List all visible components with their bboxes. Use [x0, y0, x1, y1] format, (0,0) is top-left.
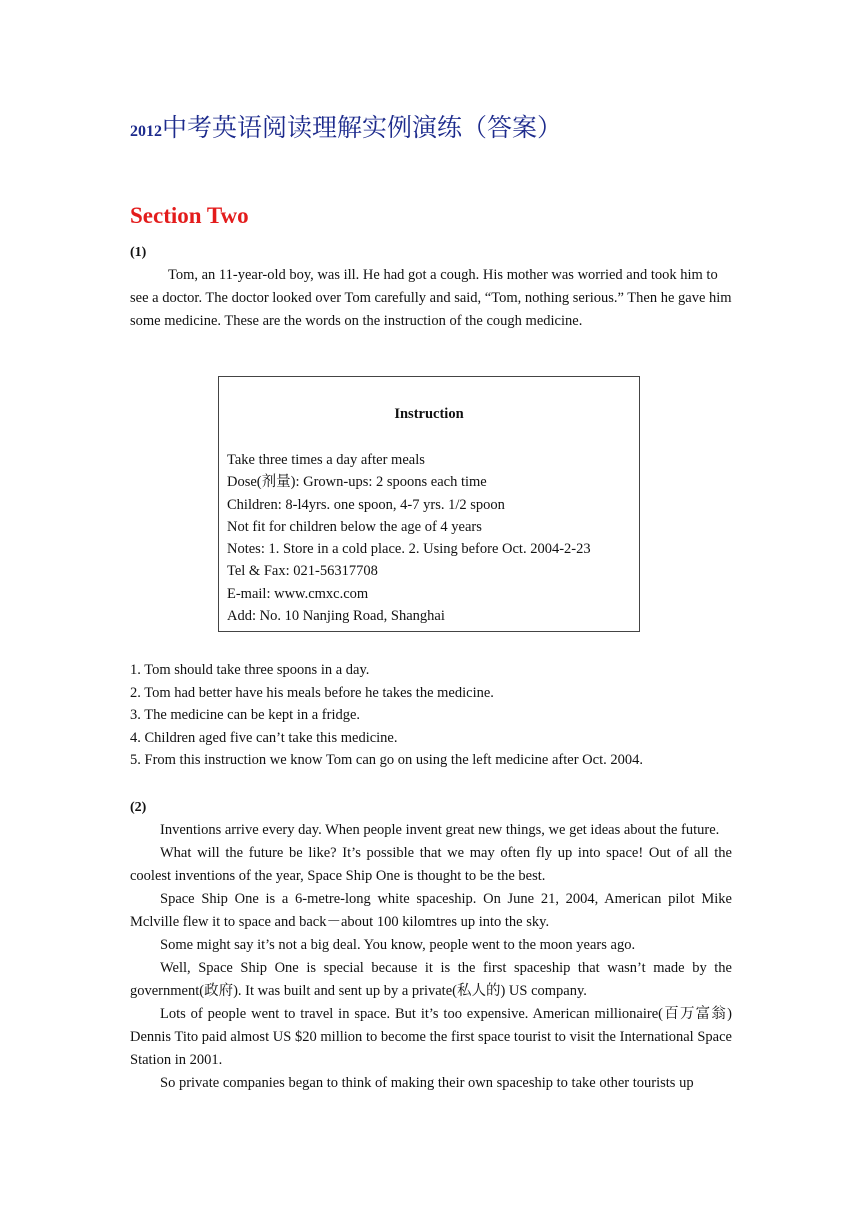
- instruction-line: Take three times a day after meals: [227, 452, 425, 468]
- title-year: 2012: [130, 123, 162, 140]
- part2-paragraph: Some might say it’s not a big deal. You know, people went to the moon years ago.: [160, 937, 636, 953]
- instruction-line: Dose(剂量): Grown-ups: 2 spoons each time: [227, 474, 487, 491]
- instruction-line: Add: No. 10 Nanjing Road, Shanghai: [227, 608, 445, 625]
- part1-paragraph: Tom, an 11-year-old boy, was ill. He had got a cough. His mother was worried and took him to see a doctor. The doctor looked over Tom carefully and said, “Tom, nothing serious.” Then he gave him some medicine. These are the words on the instruction of the cough medicine.: [130, 267, 732, 329]
- instruction-line: Not fit for children below the age of 4 years: [227, 518, 482, 535]
- instruction-line: Children: 8-l4yrs. one spoon, 4-7 yrs. 1/2 spoon: [227, 496, 505, 513]
- instruction-title: Instruction: [394, 406, 464, 422]
- part2-paragraph: What will the future be like? It’s possible that we may often fly up into space! Out of all the coolest inventions of the year, Space Ship One is thought to be the best.: [130, 845, 732, 884]
- part2-paragraph: Space Ship One is a 6-metre-long white spaceship. On June 21, 2004, American pilot Mike Mclville flew it to space and back－about 100 kilomtres up into the sky.: [130, 891, 732, 930]
- part2-label: (2): [130, 800, 147, 815]
- part2-paragraph: Lots of people went to travel in space. But it’s too expensive. American millionaire(百万富翁) Dennis Tito paid almost US $20 million to become the first space tourist to visit the International Space Station in 2001.: [130, 1006, 732, 1068]
- title-text: 中考英语阅读理解实例演练（答案）: [162, 113, 563, 142]
- part2-passage: [130, 819, 732, 1095]
- question-item: 5. From this instruction we know Tom can go on using the left medicine after Oct. 2004.: [130, 752, 643, 769]
- instruction-lines: [227, 449, 591, 627]
- document-title: [130, 108, 562, 144]
- part1-label: (1): [130, 245, 147, 260]
- part2-paragraph: So private companies began to think of making their own spaceship to take other tourists up: [160, 1075, 694, 1091]
- instruction-box: [218, 376, 640, 632]
- question-item: 2. Tom had better have his meals before he takes the medicine.: [130, 684, 494, 701]
- instruction-line: E-mail: www.cmxc.com: [227, 585, 369, 602]
- question-item: 4. Children aged five can’t take this medicine.: [130, 729, 398, 746]
- question-item: 3. The medicine can be kept in a fridge.: [130, 707, 361, 724]
- part2-paragraph: Well, Space Ship One is special because it is the first spaceship that wasn’t made by the government(政府). It was built and sent up by a private(私人的) US company.: [130, 960, 732, 999]
- question-item: 1. Tom should take three spoons in a day.: [130, 662, 370, 678]
- instruction-line: Notes: 1. Store in a cold place. 2. Using before Oct. 2004-2-23: [227, 541, 591, 558]
- part1-passage: [130, 264, 732, 333]
- section-heading: Section Two: [130, 203, 249, 228]
- instruction-line: Tel & Fax: 021-56317708: [227, 563, 378, 580]
- question-list: [130, 659, 643, 772]
- part2-paragraph: Inventions arrive every day. When people invent great new things, we get ideas about the future.: [160, 822, 720, 838]
